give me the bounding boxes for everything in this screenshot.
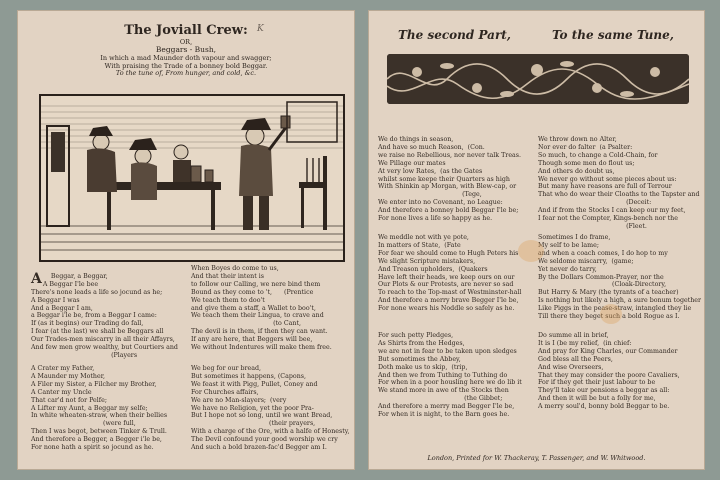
verse-line: And if from the Stocks I can keep our my feet, — [538, 207, 686, 215]
verse-line: we are not in fear to be taken upon sledges — [378, 347, 517, 355]
verse-line: Yet never do tarry, — [538, 265, 597, 273]
handwritten-annotation: K — [257, 24, 264, 34]
verse-line: (were full, — [31, 420, 136, 428]
verse-line: As Shirts from the Hedges, — [378, 339, 465, 347]
verse-line: A merry soul'd, bonny bold Beggar to be. — [538, 403, 670, 411]
verse-line: to follow our Calling, we nere bind them — [191, 280, 321, 288]
verse-line: Is nothing but likely a high, a sure bonum together — [538, 297, 702, 305]
verse-line: We beg for our bread, — [191, 365, 262, 372]
verse-line: (Tege, — [378, 191, 482, 199]
verse-line: and when a coach comes, I do hop to my — [538, 249, 668, 257]
verse-line: And that their intent is — [191, 272, 265, 280]
verse-line: But Harry & Mary (the tyrants of a teacher) — [538, 289, 679, 297]
verse-line: When Boyes do come to us, — [191, 265, 279, 272]
subtitle-or: OR, — [179, 37, 193, 46]
verse-line: By the Dollars Common-Prayer, nor the — [538, 273, 664, 281]
verse-line: We Pillage our mates — [378, 159, 446, 167]
left-verse-1: A Beggar, a Beggar, A Beggar I'le bee There's none leads a life so jocund as he; A Beggar I was And a Beggar I am, a Beggar i'le be, from a Beggar I came: If (as it begins) our Trading do fall, I fear (at the last) we shall be Beggars all Our Trades-men miscarry in all their Affayrs, And few men grow wealthy, but Courtiers and (Players — [31, 270, 178, 359]
verse-line: For fear we should come to Hugh Peters his — [378, 249, 519, 257]
verse-line: The devil is in them, if then they can want. — [191, 328, 328, 336]
verse-line: And Treason upholders, (Quakers — [378, 265, 488, 273]
left-verse-3 — [31, 365, 167, 452]
right-verse-6 — [538, 332, 680, 411]
verse-line: For none lives a life so happy as he. — [378, 215, 493, 223]
verse-line: In matters of State, (Fate — [378, 241, 461, 249]
verse-line: Our Trades-men miscarry in all their Affayrs, — [31, 336, 175, 344]
subtitle-line-1: In which a mad Maunder doth vapour and swagger; — [100, 54, 272, 63]
verse-line: A Beggar I was — [31, 296, 80, 304]
verse-line: whilst some keepe their Quarters as high — [378, 175, 510, 183]
verse-line: Though some men do flout us; — [538, 159, 635, 167]
verse-line: (their prayers, — [191, 420, 316, 428]
left-verse-2 — [191, 265, 332, 352]
right-verse-5 — [378, 332, 522, 419]
verse-line: And therefore a Begger, a Begger i'le be, — [31, 436, 162, 444]
verse-line: For none wears his Noddle so safely as he. — [378, 305, 515, 313]
verse-line: To reach to the Top-mast of Westminster-hall — [378, 289, 522, 297]
verse-line: (Cloak-Directory, — [538, 281, 667, 289]
verse-line: For such petty Pledges, — [378, 332, 454, 339]
verse-line: For Churches affairs, — [191, 388, 259, 396]
verse-line: Our Plots & our Protests, are never so sad — [378, 281, 514, 289]
verse-line: I fear (at the last) we shall be Beggars all — [31, 328, 164, 336]
verse-line: God bless all the Peers, — [538, 355, 613, 363]
verse-line: We teach them to doo't — [191, 296, 265, 304]
verse-line: And have so much Reason, (Con. — [378, 143, 485, 151]
left-verse-4 — [191, 365, 349, 452]
paper-stain — [600, 304, 622, 324]
verse-line: Nor ever do falter (a Psalter: — [538, 143, 633, 151]
verse-line: And therefore a bonney bold Beggar I'le be; — [378, 207, 519, 215]
verse-line: In white wheaten-straw, when their bellies — [31, 412, 168, 420]
verse-line: We throw down no Alter, — [538, 136, 617, 143]
verse-line: (the Gibbet; — [378, 395, 503, 403]
verse-line: If any are here, that Beggers will bee, — [191, 336, 313, 344]
verse-line: (Players — [31, 351, 138, 359]
paper-stain — [518, 240, 544, 262]
verse-line: a Beggar i'le be, from a Beggar I came: — [31, 312, 157, 320]
verse-line: It is I (be my relief, (in chief: — [538, 339, 632, 347]
verse-line: A Crater my Father, — [31, 365, 95, 372]
verse-line: We feast it with Pigg, Pullet, Coney and — [191, 380, 318, 388]
verse-line: Till there they beget such a bold Rogue as I. — [538, 313, 680, 321]
verse-line: We teach them their Lingua, to crave and — [191, 312, 324, 320]
verse-line: That they may consider the poore Cavaliers, — [538, 371, 680, 379]
subtitle-name: Beggars - Bush, — [155, 45, 217, 55]
verse-line: And then we from Tuthing to Tuthing do — [378, 371, 508, 379]
verse-line: Like Piggs in the pease-straw, intangled they lie — [538, 305, 692, 313]
verse-line: They'll take our pensions a beggar as all: — [538, 387, 670, 395]
verse-line: And others do doubt us, — [538, 167, 615, 175]
verse-line: (to Cant, — [191, 320, 302, 328]
verse-line: And pray for King Charles, our Commander — [538, 347, 678, 355]
verse-line: And wise Overseers, — [538, 363, 604, 371]
verse-line: A Canter my Uncle — [31, 388, 92, 396]
verse-line: We do things in season, — [378, 136, 454, 143]
right-verse-1 — [378, 136, 521, 223]
ornamental-vine-border — [387, 54, 689, 104]
subtitle-line-2: With praising the Trade of a bonney bold Beggar. — [104, 61, 268, 70]
left-broadside-sheet — [17, 10, 355, 470]
verse-line: We enter into no Covenant, no League: — [378, 199, 503, 207]
verse-line: But sometimes the Abbey, — [378, 355, 461, 363]
verse-line: Then I was begot, between Tinker & Trull. — [31, 428, 167, 436]
left-heading — [17, 24, 355, 77]
verse-line: and give them a staff, a Wallet to boo't, — [191, 304, 316, 312]
verse-line: Do summe all in brief, — [538, 332, 609, 339]
verse-line: With Shinkin ap Morgan, with Blew-cap, or — [378, 183, 517, 191]
verse-line: There's none leads a life so jocund as he; — [31, 288, 163, 296]
verse-line: At very low Rates, (as the Gates — [378, 167, 483, 175]
verse-line: we raise no Rebellious, nor never talk Treas. — [378, 151, 522, 159]
verse-line: We slight Scripture mistakers, — [378, 257, 476, 265]
verse-line: And therefore a merry mad Begger I'le be, — [378, 403, 515, 411]
ballad-title: The Joviall Crew: — [124, 23, 248, 38]
verse-line: But many have reasons are full of Terrour — [538, 183, 672, 191]
verse-line: And a Beggar I am, — [31, 304, 93, 312]
verse-line: And such a bold brazen-fac'd Begger am I. — [191, 444, 327, 452]
verse-line: A Maunder my Mother, — [31, 372, 106, 380]
verse-line: And then it will be but a folly for me, — [538, 395, 656, 403]
verse-line: We stand more in awe of the Stocks then — [378, 387, 509, 395]
verse-line: But sometimes it happens, (Capons, — [191, 372, 306, 380]
second-part-tune: To the same Tune, — [552, 28, 674, 42]
right-broadside-sheet — [368, 10, 705, 470]
verse-line: For when in a poor housling here we do lib it — [378, 379, 522, 387]
verse-line: Beggar, a Beggar, — [50, 272, 108, 280]
printer-imprint: London, Printed for W. Thackeray, T. Passenger, and W. Whitwood. — [427, 454, 646, 462]
verse-line: We have no Religion, yet the poor Pra- — [191, 404, 314, 412]
verse-line: That car'd not for Pelfe; — [31, 396, 107, 404]
verse-line: Bound as they come to 't, (Prentice — [191, 288, 314, 296]
verse-line: A Beggar I'le bee — [42, 280, 99, 288]
verse-line: So much, to change a Cold-Chain, for — [538, 151, 658, 159]
verse-line: Have left their heads, we keep ours on our — [378, 273, 515, 281]
verse-line: For if they get their just labour to be — [538, 379, 656, 387]
verse-line: For none hath a spirit so jocund as he. — [31, 444, 154, 452]
verse-line: A Lifter my Aunt, a Beggar my selfe; — [31, 404, 148, 412]
verse-line: A Filer my Sister, a Filcher my Brother, — [31, 380, 157, 388]
verse-line: We are no Man-slayers; (very — [191, 396, 287, 404]
right-verse-2 — [538, 136, 700, 231]
verse-line: We seldome miscarry, (game; — [538, 257, 634, 265]
verse-line: That who do wear their Cloaths to the Tapster and — [538, 191, 700, 199]
verse-line: For when it is night, to the Barn goes he. — [378, 411, 510, 419]
verse-line: Sometimes I do frame, — [538, 234, 611, 241]
verse-line: We meddle not with ye pote, — [378, 234, 469, 241]
right-verse-3 — [378, 234, 521, 313]
tune-line: To the tune of, From hunger, and cold, &c. — [115, 68, 257, 77]
verse-line: And few men grow wealthy, but Courtiers and — [31, 344, 178, 352]
verse-line: My self to be lame; — [538, 241, 599, 249]
second-part-title: The second Part, — [398, 28, 511, 42]
verse-line: And therefore a merry brave Begger I'le be, — [378, 297, 519, 305]
verse-line: If (as it begins) our Trading do fall, — [31, 320, 144, 328]
verse-line: We never go without some pieces about us: — [538, 175, 677, 183]
verse-line: But I hope not so long, until we want Bread, — [191, 412, 333, 420]
verse-line: (Deceit: — [538, 199, 652, 207]
verse-line: With a charge of the Ore, with a halfe of Honesty, — [191, 428, 350, 436]
verse-line: I fear not the Compter, Kings-bench nor the — [538, 215, 678, 223]
verse-line: The Devil confound your good worship we cry — [191, 436, 338, 444]
verse-line: We without Indentures will make them free. — [191, 344, 332, 352]
verse-line: (Fleet. — [538, 222, 647, 230]
verse-line: Doth make us to skip, (trip, — [378, 363, 468, 371]
woodcut-illustration — [39, 94, 345, 262]
